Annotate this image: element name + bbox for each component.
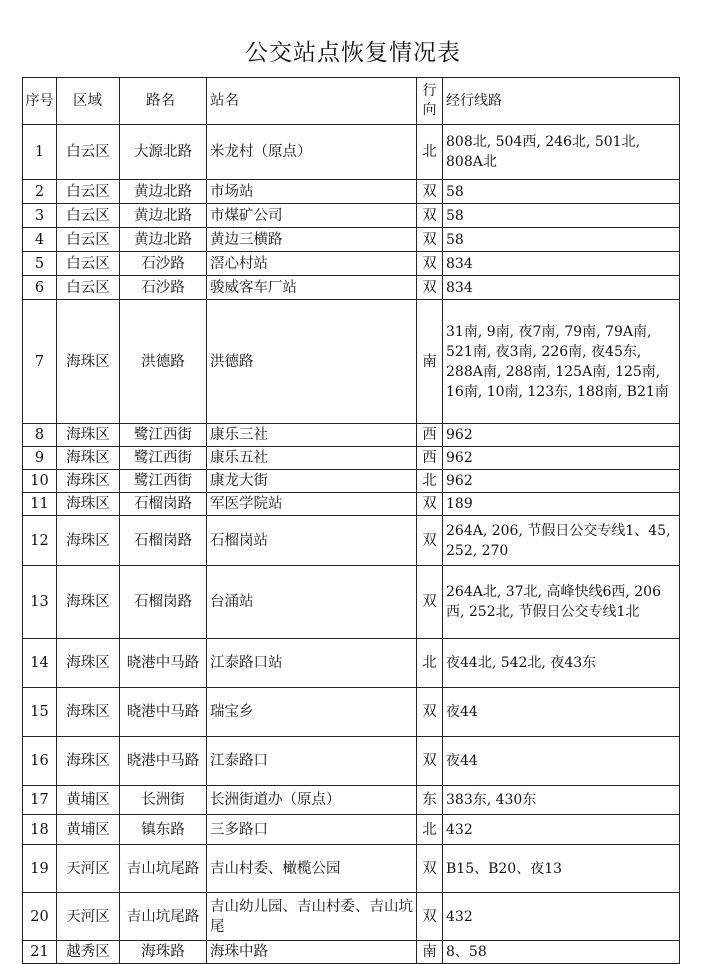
row-stop: 江泰路口站 [207,639,417,688]
row-direction: 双 [417,845,443,893]
row-no: 1 [23,125,57,180]
row-road: 大源北路 [120,125,207,180]
row-district: 白云区 [57,180,120,204]
row-stop: 海珠中路 [207,941,417,964]
row-no: 18 [23,815,57,845]
row-district: 白云区 [57,125,120,180]
header-stop: 站名 [207,78,417,125]
table-header-row [23,78,680,125]
row-stop: 瑞宝乡 [207,688,417,737]
row-district: 白云区 [57,252,120,276]
row-stop: 洪德路 [207,300,417,424]
row-lines: 383东, 430东 [443,786,680,815]
row-district: 海珠区 [57,447,120,470]
table-row [23,447,680,470]
row-road: 鹭江西街 [120,447,207,470]
row-direction: 双 [417,252,443,276]
table-row [23,252,680,276]
row-direction: 双 [417,516,443,566]
row-direction: 东 [417,786,443,815]
row-no: 8 [23,424,57,447]
table-row [23,639,680,688]
row-district: 海珠区 [57,639,120,688]
row-lines: 834 [443,252,680,276]
table-row [23,516,680,566]
row-road: 洪德路 [120,300,207,424]
row-road: 黄边北路 [120,204,207,228]
row-district: 越秀区 [57,941,120,964]
row-direction: 双 [417,493,443,516]
row-lines: 962 [443,470,680,493]
table-row [23,424,680,447]
row-road: 黄边北路 [120,228,207,252]
row-lines: 夜44 [443,688,680,737]
row-no: 2 [23,180,57,204]
row-district: 天河区 [57,845,120,893]
row-no: 21 [23,941,57,964]
row-direction: 双 [417,276,443,300]
row-lines: 432 [443,893,680,941]
row-lines: 962 [443,447,680,470]
table-row [23,204,680,228]
row-lines: B15、B20、夜13 [443,845,680,893]
table-row [23,941,680,964]
row-lines: 夜44 [443,737,680,786]
row-no: 15 [23,688,57,737]
row-no: 14 [23,639,57,688]
row-district: 海珠区 [57,470,120,493]
row-district: 海珠区 [57,737,120,786]
header-road: 路名 [120,78,207,125]
row-road: 晓港中马路 [120,737,207,786]
row-district: 海珠区 [57,424,120,447]
table-row [23,180,680,204]
row-no: 12 [23,516,57,566]
table-row [23,125,680,180]
row-road: 晓港中马路 [120,688,207,737]
row-road: 晓港中马路 [120,639,207,688]
bus-stop-table [22,77,680,964]
header-direction: 行向 [417,78,443,125]
row-direction: 北 [417,470,443,493]
row-lines: 264A, 206, 节假日公交专线1、45, 252, 270 [443,516,680,566]
row-stop: 滘心村站 [207,252,417,276]
row-direction: 西 [417,447,443,470]
row-lines: 31南, 9南, 夜7南, 79南, 79A南, 521南, 夜3南, 226南, 夜45东, 288A南, 288南, 125A南, 125南, 16南, 10南, 123东, 188南, B21南 [443,300,680,424]
table-row [23,276,680,300]
row-road: 石榴岗路 [120,566,207,639]
header-no: 序号 [23,78,57,125]
row-road: 镇东路 [120,815,207,845]
row-stop: 长洲街道办（原点） [207,786,417,815]
row-stop: 市煤矿公司 [207,204,417,228]
table-row [23,786,680,815]
row-stop: 康龙大街 [207,470,417,493]
row-direction: 北 [417,125,443,180]
row-stop: 骏威客车厂站 [207,276,417,300]
row-no: 10 [23,470,57,493]
row-lines: 189 [443,493,680,516]
row-stop: 康乐三社 [207,424,417,447]
header-district: 区域 [57,78,120,125]
row-lines: 58 [443,204,680,228]
row-direction: 双 [417,893,443,941]
row-lines: 834 [443,276,680,300]
table-row [23,493,680,516]
row-road: 长洲街 [120,786,207,815]
row-stop: 石榴岗站 [207,516,417,566]
row-direction: 北 [417,815,443,845]
header-lines: 经行线路 [443,78,680,125]
row-lines: 58 [443,228,680,252]
row-district: 白云区 [57,204,120,228]
row-district: 黄埔区 [57,815,120,845]
row-no: 7 [23,300,57,424]
document-title: 公交站点恢复情况表 [245,40,461,66]
row-stop: 江泰路口 [207,737,417,786]
row-road: 鹭江西街 [120,424,207,447]
row-district: 海珠区 [57,688,120,737]
table-row [23,228,680,252]
row-stop: 米龙村（原点） [207,125,417,180]
row-road: 吉山坑尾路 [120,893,207,941]
row-district: 白云区 [57,276,120,300]
row-district: 海珠区 [57,493,120,516]
row-no: 19 [23,845,57,893]
row-direction: 南 [417,941,443,964]
row-lines: 夜44北, 542北, 夜43东 [443,639,680,688]
row-stop: 康乐五社 [207,447,417,470]
row-road: 石榴岗路 [120,516,207,566]
table-row [23,688,680,737]
row-direction: 双 [417,688,443,737]
row-no: 20 [23,893,57,941]
row-road: 石榴岗路 [120,493,207,516]
row-direction: 双 [417,228,443,252]
row-lines: 8、58 [443,941,680,964]
table-row [23,845,680,893]
row-no: 17 [23,786,57,815]
row-road: 石沙路 [120,276,207,300]
row-no: 4 [23,228,57,252]
row-direction: 双 [417,180,443,204]
row-district: 海珠区 [57,300,120,424]
row-lines: 432 [443,815,680,845]
row-stop: 军医学院站 [207,493,417,516]
row-road: 石沙路 [120,252,207,276]
row-district: 海珠区 [57,516,120,566]
row-no: 16 [23,737,57,786]
row-no: 5 [23,252,57,276]
row-no: 9 [23,447,57,470]
row-road: 吉山坑尾路 [120,845,207,893]
table-row [23,737,680,786]
row-stop: 吉山幼儿园、吉山村委、吉山坑尾 [207,893,417,941]
row-district: 白云区 [57,228,120,252]
row-stop: 黄边三横路 [207,228,417,252]
row-no: 13 [23,566,57,639]
row-lines: 58 [443,180,680,204]
table-row [23,300,680,424]
row-direction: 双 [417,204,443,228]
row-no: 11 [23,493,57,516]
row-direction: 西 [417,424,443,447]
row-lines: 264A北, 37北, 高峰快线6西, 206西, 252北, 节假日公交专线1北 [443,566,680,639]
row-district: 黄埔区 [57,786,120,815]
row-direction: 南 [417,300,443,424]
row-no: 6 [23,276,57,300]
row-direction: 北 [417,639,443,688]
row-stop: 台涌站 [207,566,417,639]
row-stop: 三多路口 [207,815,417,845]
row-direction: 双 [417,737,443,786]
table-row [23,815,680,845]
row-stop: 吉山村委、橄榄公园 [207,845,417,893]
row-road: 海珠路 [120,941,207,964]
row-road: 鹭江西街 [120,470,207,493]
row-lines: 962 [443,424,680,447]
row-no: 3 [23,204,57,228]
row-lines: 808北, 504西, 246北, 501北, 808A北 [443,125,680,180]
row-district: 天河区 [57,893,120,941]
row-road: 黄边北路 [120,180,207,204]
table-row [23,566,680,639]
table-row [23,893,680,941]
row-direction: 双 [417,566,443,639]
table-row [23,470,680,493]
row-stop: 市场站 [207,180,417,204]
row-district: 海珠区 [57,566,120,639]
